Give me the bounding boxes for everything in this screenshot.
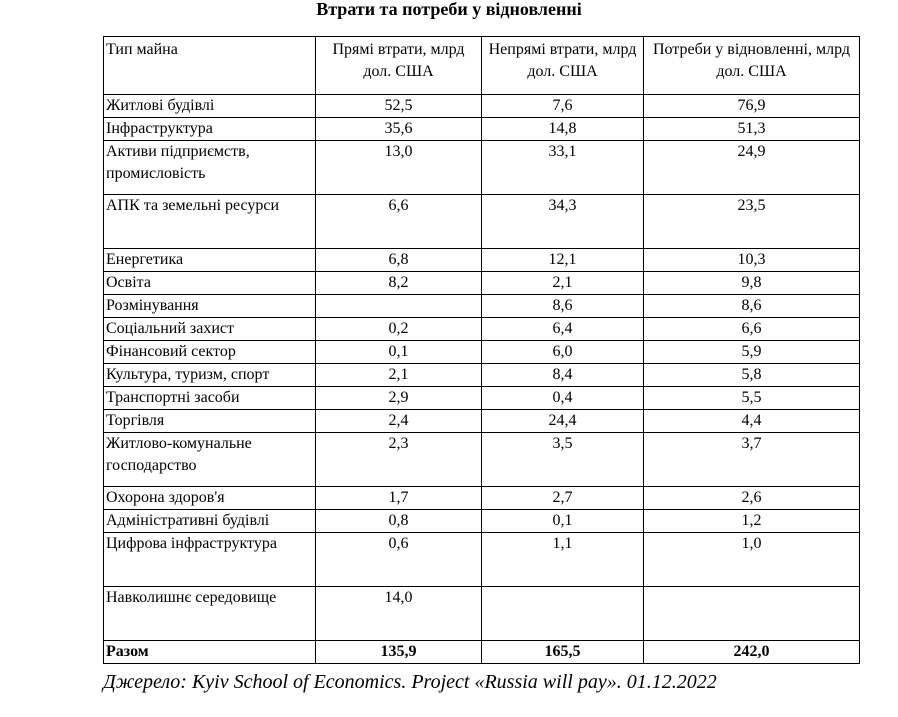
total-row bbox=[104, 641, 860, 664]
table-row bbox=[104, 387, 860, 410]
table-row bbox=[104, 272, 860, 295]
indirect-loss-cell: 0,1 bbox=[482, 510, 644, 533]
recovery-need-cell: 4,4 bbox=[644, 410, 860, 433]
indirect-loss-cell: 0,4 bbox=[482, 387, 644, 410]
recovery-need-cell: 1,2 bbox=[644, 510, 860, 533]
recovery-need-cell: 3,7 bbox=[644, 433, 860, 487]
table-row bbox=[104, 364, 860, 387]
row-label: Соціальний захист bbox=[104, 318, 316, 341]
row-label: Транспортні засоби bbox=[104, 387, 316, 410]
recovery-need-cell: 10,3 bbox=[644, 249, 860, 272]
direct-loss-cell bbox=[316, 295, 482, 318]
indirect-loss-cell: 8,6 bbox=[482, 295, 644, 318]
total-needs: 242,0 bbox=[644, 641, 860, 664]
indirect-loss-cell: 24,4 bbox=[482, 410, 644, 433]
direct-loss-cell: 0,6 bbox=[316, 533, 482, 587]
total-indirect: 165,5 bbox=[482, 641, 644, 664]
table-row bbox=[104, 433, 860, 487]
total-label: Разом bbox=[104, 641, 316, 664]
recovery-need-cell: 6,6 bbox=[644, 318, 860, 341]
direct-loss-cell: 52,5 bbox=[316, 95, 482, 118]
row-label: АПК та земельні ресурси bbox=[104, 195, 316, 249]
indirect-loss-cell: 8,4 bbox=[482, 364, 644, 387]
direct-loss-cell: 0,1 bbox=[316, 341, 482, 364]
indirect-loss-cell: 33,1 bbox=[482, 141, 644, 195]
recovery-need-cell: 23,5 bbox=[644, 195, 860, 249]
direct-loss-cell: 0,2 bbox=[316, 318, 482, 341]
row-label: Освіта bbox=[104, 272, 316, 295]
direct-loss-cell: 6,6 bbox=[316, 195, 482, 249]
table-row bbox=[104, 295, 860, 318]
row-label: Торгівля bbox=[104, 410, 316, 433]
losses-table bbox=[103, 36, 860, 664]
recovery-need-cell: 5,8 bbox=[644, 364, 860, 387]
table-row bbox=[104, 95, 860, 118]
recovery-need-cell: 5,5 bbox=[644, 387, 860, 410]
indirect-loss-cell: 1,1 bbox=[482, 533, 644, 587]
table-row bbox=[104, 487, 860, 510]
recovery-need-cell: 9,8 bbox=[644, 272, 860, 295]
table-row bbox=[104, 249, 860, 272]
header-recovery-needs: Потреби у відновленні, млрд дол. США bbox=[644, 37, 860, 95]
recovery-need-cell bbox=[644, 587, 860, 641]
direct-loss-cell: 6,8 bbox=[316, 249, 482, 272]
recovery-need-cell: 51,3 bbox=[644, 118, 860, 141]
table-row bbox=[104, 118, 860, 141]
table-row bbox=[104, 341, 860, 364]
table-row bbox=[104, 510, 860, 533]
table-title: Втрати та потреби у відновленні bbox=[316, 0, 582, 19]
header-indirect-losses: Непрямі втрати, млрд дол. США bbox=[482, 37, 644, 95]
recovery-need-cell: 5,9 bbox=[644, 341, 860, 364]
direct-loss-cell: 35,6 bbox=[316, 118, 482, 141]
row-label: Житлові будівлі bbox=[104, 95, 316, 118]
indirect-loss-cell: 3,5 bbox=[482, 433, 644, 487]
row-label: Цифрова інфраструктура bbox=[104, 533, 316, 587]
table-row bbox=[104, 141, 860, 195]
direct-loss-cell: 2,9 bbox=[316, 387, 482, 410]
indirect-loss-cell bbox=[482, 587, 644, 641]
table-row bbox=[104, 587, 860, 641]
row-label: Активи підприємств, промисловість bbox=[104, 141, 316, 195]
header-direct-losses: Прямі втрати, млрд дол. США bbox=[316, 37, 482, 95]
direct-loss-cell: 1,7 bbox=[316, 487, 482, 510]
row-label: Навколишнє середовище bbox=[104, 587, 316, 641]
indirect-loss-cell: 12,1 bbox=[482, 249, 644, 272]
direct-loss-cell: 2,3 bbox=[316, 433, 482, 487]
direct-loss-cell: 13,0 bbox=[316, 141, 482, 195]
indirect-loss-cell: 7,6 bbox=[482, 95, 644, 118]
recovery-need-cell: 1,0 bbox=[644, 533, 860, 587]
row-label: Енергетика bbox=[104, 249, 316, 272]
row-label: Культура, туризм, спорт bbox=[104, 364, 316, 387]
row-label: Інфраструктура bbox=[104, 118, 316, 141]
recovery-need-cell: 24,9 bbox=[644, 141, 860, 195]
row-label: Житлово-комунальне господарство bbox=[104, 433, 316, 487]
total-direct: 135,9 bbox=[316, 641, 482, 664]
indirect-loss-cell: 6,4 bbox=[482, 318, 644, 341]
table-row bbox=[104, 318, 860, 341]
table-row bbox=[104, 195, 860, 249]
row-label: Фінансовий сектор bbox=[104, 341, 316, 364]
source-note: Джерело: Kyiv School of Economics. Project «Russia will pay». 01.12.2022 bbox=[103, 671, 717, 693]
indirect-loss-cell: 2,1 bbox=[482, 272, 644, 295]
direct-loss-cell: 14,0 bbox=[316, 587, 482, 641]
header-row bbox=[104, 37, 860, 95]
indirect-loss-cell: 34,3 bbox=[482, 195, 644, 249]
row-label: Розмінування bbox=[104, 295, 316, 318]
direct-loss-cell: 2,4 bbox=[316, 410, 482, 433]
indirect-loss-cell: 14,8 bbox=[482, 118, 644, 141]
table-row bbox=[104, 410, 860, 433]
recovery-need-cell: 2,6 bbox=[644, 487, 860, 510]
indirect-loss-cell: 2,7 bbox=[482, 487, 644, 510]
table-row bbox=[104, 533, 860, 587]
direct-loss-cell: 2,1 bbox=[316, 364, 482, 387]
recovery-need-cell: 8,6 bbox=[644, 295, 860, 318]
indirect-loss-cell: 6,0 bbox=[482, 341, 644, 364]
header-property-type: Тип майна bbox=[104, 37, 316, 95]
row-label: Охорона здоров'я bbox=[104, 487, 316, 510]
direct-loss-cell: 8,2 bbox=[316, 272, 482, 295]
recovery-need-cell: 76,9 bbox=[644, 95, 860, 118]
direct-loss-cell: 0,8 bbox=[316, 510, 482, 533]
row-label: Адміністративні будівлі bbox=[104, 510, 316, 533]
